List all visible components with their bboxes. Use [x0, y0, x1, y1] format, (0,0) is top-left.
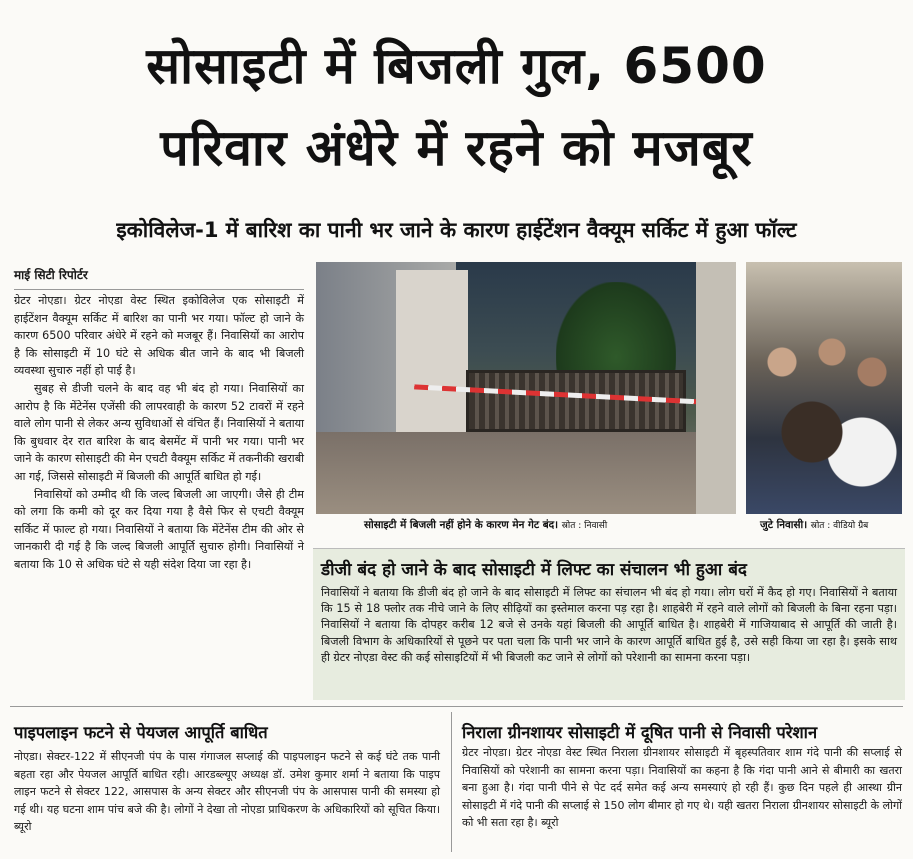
- sidebar-box: [313, 548, 905, 700]
- main-article-paragraph: निवासियों को उम्मीद थी कि जल्द बिजली आ जाएगी। जैसे ही टीम को लगा कि कमी को दूर कर दिया गया है वैसे फिर से एचटी वैक्यूम सर्किट में फाल्ट हो गया। निवासियों ने बताया कि मेंटेनेंस टीम की ओर से जानकारी दी गई है कि जल्द बिजली आपूर्ति सुचारु होगी। निवासियों ने बताया कि 10 से अधिक घंटे से यही संदेश दिया जा रहा है।: [14, 487, 304, 571]
- byline: माई सिटी रिपोर्टर: [14, 266, 304, 290]
- article2-title: पाइपलाइन फटने से पेयजल आपूर्ति बाधित: [14, 723, 268, 742]
- photo-floor: [316, 432, 736, 514]
- sidebar-box-body: निवासियों ने बताया कि डीजी बंद हो जाने के बाद सोसाइटी में लिफ्ट का संचालन भी बंद हो गया। लोग घरों में कैद हो गए। निवासियों ने बताया कि 15 से 18 फ्लोर तक नीचे जाने के लिए सीढ़ियों का इस्तेमाल करना पड़ रहा है। शाहबेरी में रहने वाले लोगों को बिजली के बिना रहना पड़ा। निवासियों ने बताया कि दोपहर करीब 12 बजे से उनके यहां बिजली की आपूर्ति बाधित है। शाहबेरी में गाजियाबाद से आपूर्ति की जाती है। बिजली विभाग के अधिकारियों से पूछने पर पता चला कि पानी भर जाने के कारण आपूर्ति बाधित हुई है, उसे सही किया जा रहा है। इसके साथ ही ग्रेटर नोएडा वेस्ट की कई सोसाइटियों में भी बिजली कट जाने से लोगों को परेशानी का सामना करना पड़ा।: [321, 586, 897, 664]
- section-divider: [10, 706, 903, 707]
- main-article-body: [14, 292, 304, 574]
- photo-society-gate: [316, 262, 736, 514]
- photo1-caption: [364, 518, 607, 532]
- main-article-paragraph: ग्रेटर नोएडा। ग्रेटर नोएडा वेस्ट स्थित इकोविलेज एक सोसाइटी में हाईटेंशन वैक्यूम सर्किट में बारिश का पानी भर गया। फॉल्ट हो जाने के कारण 6500 परिवार अंधेरे में रहने को मजबूर हैं। निवासियों का आरोप है कि सोसाइटी में 10 घंटे से अधिक बीत जाने के बाद भी बिजली व्यवस्था सुचारु नहीं हो पाई है।: [14, 294, 304, 378]
- photo-side-wall: [696, 262, 736, 514]
- subheadline: इकोविलेज-1 में बारिश का पानी भर जाने के कारण हाईटेंशन वैक्यूम सर्किट में हुआ फॉल्ट: [116, 218, 797, 242]
- photo1-caption-text: सोसाइटी में बिजली नहीं होने के कारण मेन गेट बंद।: [364, 519, 559, 531]
- photo-residents: [746, 262, 902, 514]
- sidebar-box-title: डीजी बंद हो जाने के बाद सोसाइटी में लिफ्ट का संचालन भी हुआ बंद: [321, 560, 747, 580]
- photo2-caption-text: जुटे निवासी।: [760, 519, 808, 531]
- article3-title: निराला ग्रीनशायर सोसाइटी में दूषित पानी से निवासी परेशान: [462, 723, 818, 742]
- headline-line-1: सोसाइटी में बिजली गुल, 6500: [146, 37, 767, 95]
- photo2-caption: [760, 518, 868, 532]
- photo-crowd: [752, 302, 900, 512]
- headline-line-2: परिवार अंधेरे में रहने को मजबूर: [160, 119, 753, 177]
- article3-body: ग्रेटर नोएडा। ग्रेटर नोएडा वेस्ट स्थित निराला ग्रीनशायर सोसाइटी में बृहस्पतिवार शाम गंदे पानी की सप्लाई से निवासियों को परेशानी का सामना करना पड़ा। निवासियों का कहना है कि गंदा पानी आने से बीमारी का खतरा बना हुआ है। गंदा पानी पीने से पेट दर्द समेत कई अन्य समस्याएं हो रही हैं। कुछ दिन पहले ही आस्था ग्रीन सोसाइटी में गंदे पानी की सप्लाई से 150 लोग बीमार हो गए थे। यही खतरा निराला ग्रीनशायर सोसाइटी के लोगों को भी सता रहा है। ब्यूरो: [462, 746, 902, 830]
- article2-body: नोएडा। सेक्टर-122 में सीएनजी पंप के पास गंगाजल सप्लाई की पाइपलाइन फटने से कई घंटे तक पानी बहता रहा और पेयजल आपूर्ति बाधित रही। आरडब्ल्यूए अध्यक्ष डॉ. उमेश कुमार शर्मा ने बताया कि पाइप लाइन फटने से सेक्टर 122, आसपास के अन्य सेक्टर और सीएनजी पंप के आसपास पानी की समस्या हो गई थी। यह घटना शाम पांच बजे की है। लोगों ने देखा तो नोएडा प्राधिकरण के अधिकारियों को सूचित किया। ब्यूरो: [14, 750, 440, 834]
- photo2-source: स्रोत : वीडियो ग्रैब: [810, 521, 869, 531]
- main-article-paragraph: सुबह से डीजी चलने के बाद वह भी बंद हो गया। निवासियों का आरोप है कि मेंटेनेंस एजेंसी की लापरवाही के कारण 52 टावरों में रहने वाले लोग पानी से लेकर अन्य सुविधाओं से वंचित हैं। निवासियों ने बताया कि बुधवार देर रात बारिश के बाद बेसमेंट में पानी भर गया। पानी भर जाने के कारण सोसाइटी की मेन एचटी वैक्यूम सर्किट में तकनीकी खराबी आ गई, जिससे सोसाइटी में बिजली की आपूर्ति बाधित हो गई।: [14, 381, 304, 483]
- column-divider: [451, 712, 452, 852]
- photo1-source: स्रोत : निवासी: [561, 521, 608, 531]
